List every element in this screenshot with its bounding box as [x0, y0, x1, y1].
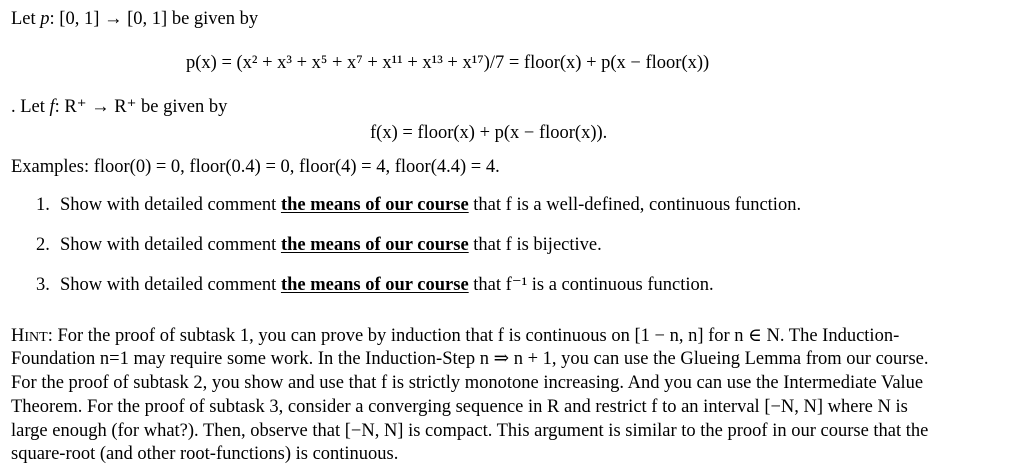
task-1: [36, 194, 801, 216]
hint-label-rest: INT: [24, 330, 48, 345]
intro-line-1: [11, 8, 258, 30]
intro-let-text: Let: [11, 9, 41, 29]
examples-text: Examples: floor(0) = 0, floor(0.4) = 0, floor(4) = 4, floor(4.4) = 4.: [11, 157, 500, 177]
hint-line-5: [11, 420, 928, 442]
hint-line-4: [11, 396, 908, 418]
hint-line-3: [11, 372, 923, 394]
task-1-number: 1.: [36, 195, 50, 215]
task-3-post: that f⁻¹ is a continuous function.: [468, 275, 714, 295]
formula-f-text: f(x) = floor(x) + p(x − floor(x)).: [370, 123, 608, 143]
formula-p: [186, 52, 709, 74]
task-1-pre: Show with detailed comment: [60, 195, 281, 215]
hint-line-6: [11, 443, 398, 465]
task-3-pre: Show with detailed comment: [60, 275, 281, 295]
hint-line-1: [11, 325, 899, 347]
task-2-post: that f is bijective.: [468, 235, 602, 255]
task-3: [36, 274, 714, 296]
task-2-emphasis: the means of our course: [280, 235, 469, 255]
intro-f-domain-text: : R⁺ → R⁺ be given by: [54, 97, 228, 117]
task-3-number: 3.: [36, 275, 50, 295]
hint-line-2: [11, 348, 928, 370]
hint-text-1: : For the proof of subtask 1, you can prove by induction that f is continuous on [1 − n, n] for n ∈ N. The Induction-: [47, 326, 900, 346]
symbol-f: f: [49, 97, 55, 117]
task-2: [36, 234, 602, 256]
hint-text-6: square-root (and other root-functions) is continuous.: [11, 444, 399, 464]
intro-domain-text: : [0, 1] → [0, 1] be given by: [49, 9, 259, 29]
symbol-p: p: [40, 9, 50, 29]
hint-label-h: H: [11, 326, 25, 346]
hint-text-2: Foundation n=1 may require some work. In the Induction-Step n ⇒ n + 1, you can use the Glueing Lemma from our course.: [11, 349, 929, 369]
hint-text-4: Theorem. For the proof of subtask 3, consider a converging sequence in R and restrict f to an interval [−N, N] where N is: [11, 397, 908, 417]
intro-let-f-text: . Let: [11, 97, 50, 117]
intro-line-3: [11, 96, 227, 118]
examples-line: [11, 156, 500, 178]
hint-text-3: For the proof of subtask 2, you show and use that f is strictly monotone increasing. And you can use the Intermediate Value: [11, 373, 924, 393]
task-2-number: 2.: [36, 235, 50, 255]
hint-text-5: large enough (for what?). Then, observe that [−N, N] is compact. This argument is similar to the proof in our course that the: [11, 421, 929, 441]
task-2-pre: Show with detailed comment: [60, 235, 281, 255]
task-3-emphasis: the means of our course: [280, 275, 469, 295]
task-1-post: that f is a well-defined, continuous function.: [468, 195, 802, 215]
formula-f: [370, 122, 607, 144]
task-1-emphasis: the means of our course: [280, 195, 469, 215]
formula-p-text: p(x) = (x² + x³ + x⁵ + x⁷ + x¹¹ + x¹³ + x¹⁷)/7 = floor(x) + p(x − floor(x)): [186, 53, 710, 73]
